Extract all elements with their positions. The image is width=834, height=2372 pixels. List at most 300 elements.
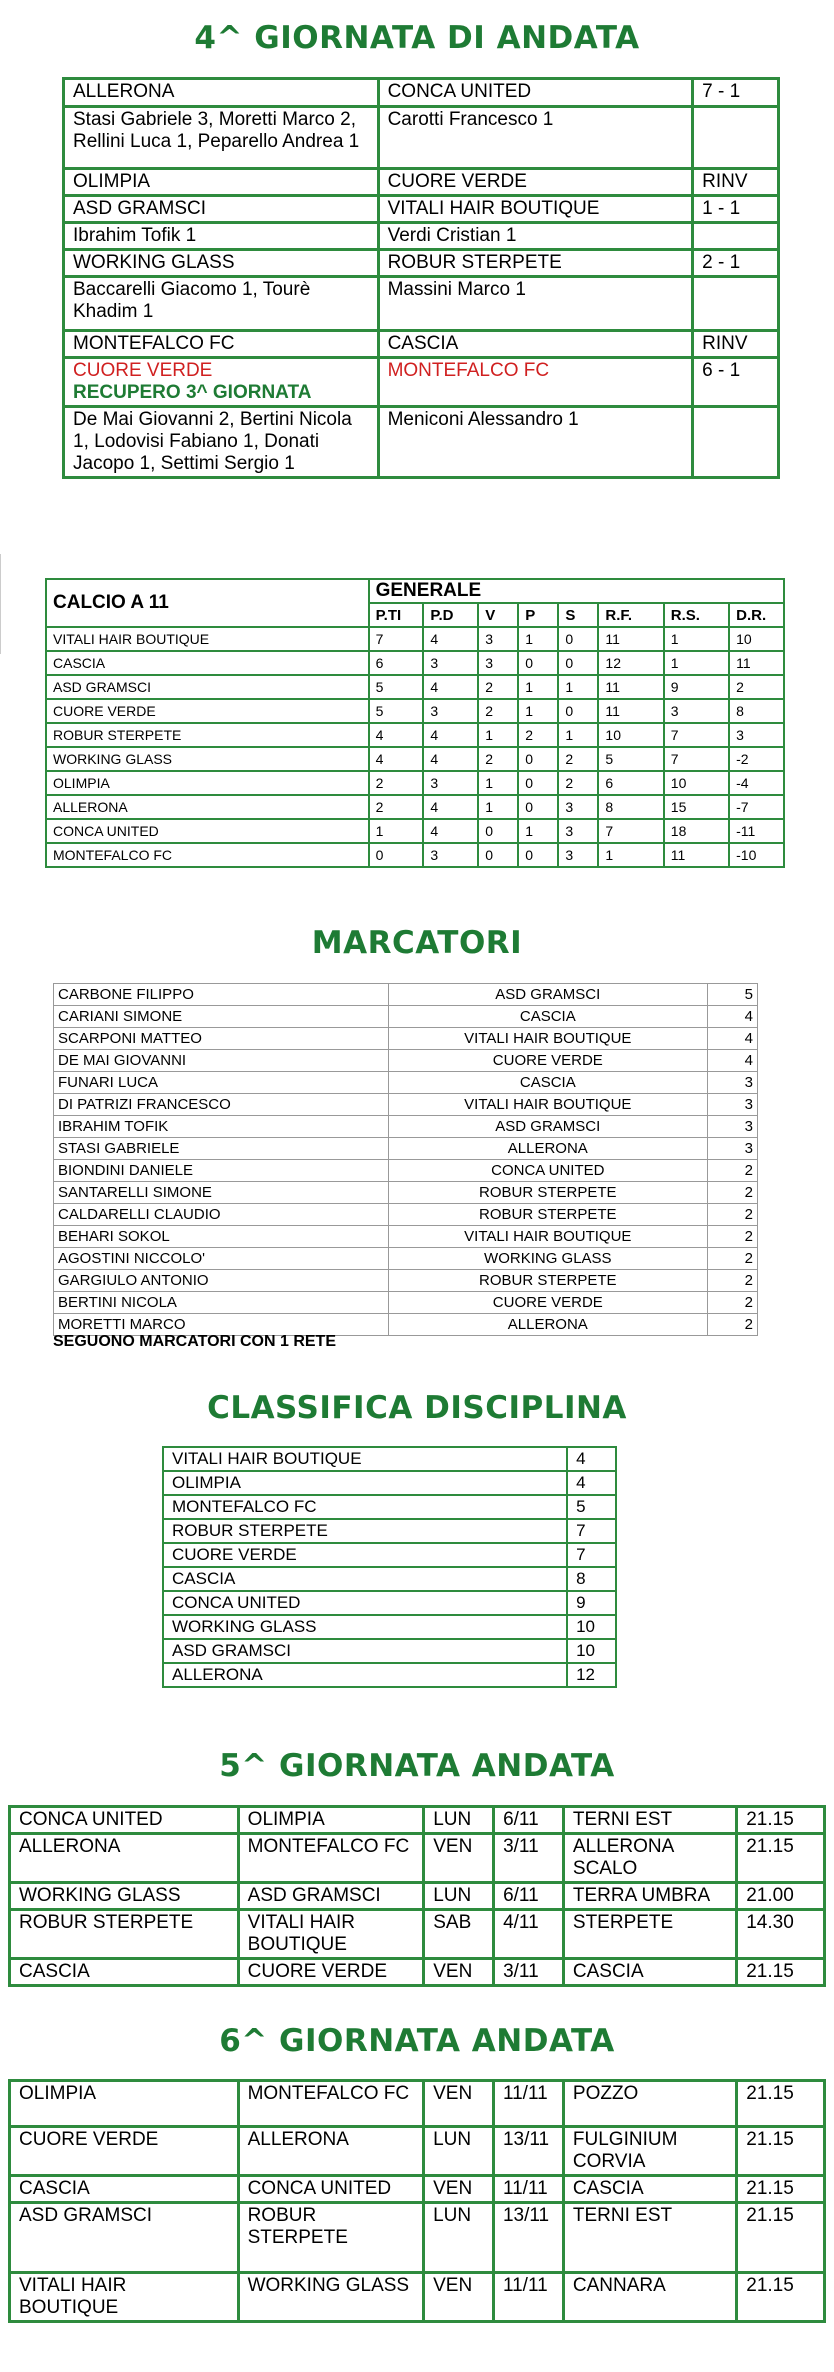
discipline-row — [163, 1567, 616, 1591]
discipline-team: MONTEFALCO FC — [163, 1495, 567, 1519]
scorer-name: DE MAI GIOVANNI — [54, 1050, 389, 1072]
standings-value: 2 — [729, 675, 784, 699]
standings-col-header: V — [478, 603, 518, 627]
result-score — [693, 277, 779, 331]
discipline-team: OLIMPIA — [163, 1471, 567, 1495]
scorer-team: CONCA UNITED — [388, 1160, 708, 1182]
result-away: MONTEFALCO FC — [378, 358, 693, 407]
standings-team: VITALI HAIR BOUTIQUE — [46, 627, 369, 651]
result-home: Baccarelli Giacomo 1, Tourè Khadim 1 — [64, 277, 379, 331]
fixture-row — [10, 2176, 825, 2203]
standings-col-header: R.F. — [598, 603, 663, 627]
result-home — [64, 358, 379, 407]
standings-value: 15 — [664, 795, 729, 819]
scorer-goals: 4 — [708, 1050, 758, 1072]
discipline-points: 8 — [567, 1567, 616, 1591]
standings-value: 0 — [558, 627, 598, 651]
result-score: 1 - 1 — [693, 196, 779, 223]
discipline-row — [163, 1591, 616, 1615]
fixture-venue: POZZO — [563, 2081, 736, 2127]
result-away: CUORE VERDE — [378, 169, 693, 196]
standings-value: 0 — [558, 651, 598, 675]
standings-value: 5 — [369, 699, 424, 723]
disciplina-title: CLASSIFICA DISCIPLINA — [207, 1390, 627, 1426]
standings-col-header: S — [558, 603, 598, 627]
fixture-venue: TERNI EST — [563, 2203, 736, 2273]
standings-value: 5 — [598, 747, 663, 771]
standings-row — [46, 843, 784, 867]
result-away: Meniconi Alessandro 1 — [378, 407, 693, 478]
discipline-points: 12 — [567, 1663, 616, 1687]
standings-value: 4 — [423, 675, 478, 699]
standings-team: ALLERONA — [46, 795, 369, 819]
scorers-note: SEGUONO MARCATORI CON 1 RETE — [53, 1333, 336, 1350]
fixture-home: CASCIA — [10, 1959, 239, 1986]
fixture-away: ALLERONA — [238, 2127, 424, 2176]
scorer-name: FUNARI LUCA — [54, 1072, 389, 1094]
fixture-day: LUN — [424, 2127, 494, 2176]
result-away: Verdi Cristian 1 — [378, 223, 693, 250]
standings-value: 1 — [369, 819, 424, 843]
scorer-row — [54, 1204, 758, 1226]
fixture-row — [10, 1834, 825, 1883]
scorer-row — [54, 1028, 758, 1050]
standings-value: 2 — [478, 675, 518, 699]
standings-team: CASCIA — [46, 651, 369, 675]
fixture-day: LUN — [424, 1883, 494, 1910]
standings-value: 10 — [664, 771, 729, 795]
standings-value: 3 — [478, 651, 518, 675]
result-row — [64, 79, 779, 107]
fixture-away: ROBUR STERPETE — [238, 2203, 424, 2273]
fixture-away: MONTEFALCO FC — [238, 2081, 424, 2127]
fixture-home: OLIMPIA — [10, 2081, 239, 2127]
standings-value: 6 — [598, 771, 663, 795]
fixture-date: 13/11 — [493, 2127, 563, 2176]
result-home: ASD GRAMSCI — [64, 196, 379, 223]
fixture-date: 11/11 — [493, 2176, 563, 2203]
result-row — [64, 358, 779, 407]
standings-team: WORKING GLASS — [46, 747, 369, 771]
fixture-row — [10, 1910, 825, 1959]
scorer-goals: 2 — [708, 1204, 758, 1226]
standings-col-header: R.S. — [664, 603, 729, 627]
result-home-team: CUORE VERDE — [73, 360, 213, 381]
standings-value: 2 — [478, 699, 518, 723]
standings-value: 0 — [558, 699, 598, 723]
scorer-team: VITALI HAIR BOUTIQUE — [388, 1094, 708, 1116]
standings-value: 1 — [558, 675, 598, 699]
fixture-date: 3/11 — [494, 1959, 564, 1986]
scorer-name: BIONDINI DANIELE — [54, 1160, 389, 1182]
fixture-away: CONCA UNITED — [238, 2176, 424, 2203]
scorer-goals: 2 — [708, 1248, 758, 1270]
result-away: CONCA UNITED — [378, 79, 693, 107]
standings-value: 1 — [518, 627, 558, 651]
fixture-day: VEN — [424, 2176, 494, 2203]
fixture-venue: CASCIA — [563, 2176, 736, 2203]
standings-team: ROBUR STERPETE — [46, 723, 369, 747]
fixture-day: VEN — [424, 2273, 494, 2322]
fixture-day: VEN — [424, 2081, 494, 2127]
fixture-time: 21.15 — [737, 2081, 825, 2127]
scorer-team: ALLERONA — [388, 1138, 708, 1160]
standings-value: 1 — [518, 819, 558, 843]
fixture-day: VEN — [424, 1834, 494, 1883]
scorer-goals: 3 — [708, 1094, 758, 1116]
fixture-away: ASD GRAMSCI — [238, 1883, 424, 1910]
discipline-row — [163, 1639, 616, 1663]
standings-value: 0 — [478, 843, 518, 867]
fixture-home: ASD GRAMSCI — [10, 2203, 239, 2273]
standings-value: 7 — [369, 627, 424, 651]
scorer-team: ALLERONA — [388, 1314, 708, 1336]
result-home: Ibrahim Tofik 1 — [64, 223, 379, 250]
scorer-name: SCARPONI MATTEO — [54, 1028, 389, 1050]
result-home: MONTEFALCO FC — [64, 331, 379, 358]
standings-value: 5 — [369, 675, 424, 699]
g6-table — [8, 2079, 826, 2323]
scorer-row — [54, 1248, 758, 1270]
standings-value: 7 — [664, 747, 729, 771]
scorer-goals: 3 — [708, 1116, 758, 1138]
result-note: RECUPERO 3^ GIORNATA — [73, 382, 312, 403]
scorer-goals: 2 — [708, 1182, 758, 1204]
g6-title: 6^ GIORNATA ANDATA — [219, 2023, 615, 2059]
fixture-home: CUORE VERDE — [10, 2127, 239, 2176]
standings-row — [46, 771, 784, 795]
scorer-goals: 5 — [708, 984, 758, 1006]
standings-value: 8 — [729, 699, 784, 723]
standings-value: 12 — [598, 651, 663, 675]
scorer-team: CUORE VERDE — [388, 1050, 708, 1072]
standings-value: 3 — [423, 699, 478, 723]
scorer-team: CASCIA — [388, 1006, 708, 1028]
fixture-away: VITALI HAIR BOUTIQUE — [238, 1910, 424, 1959]
scorer-row — [54, 984, 758, 1006]
standings-row — [46, 819, 784, 843]
scorer-row — [54, 1138, 758, 1160]
result-score — [693, 107, 779, 169]
fixture-home: ALLERONA — [10, 1834, 239, 1883]
result-row — [64, 107, 779, 169]
fixture-venue: FULGINIUM CORVIA — [563, 2127, 736, 2176]
fixture-time: 14.30 — [737, 1910, 825, 1959]
discipline-row — [163, 1519, 616, 1543]
standings-value: 4 — [369, 723, 424, 747]
standings-value: 0 — [518, 651, 558, 675]
scorer-team: ASD GRAMSCI — [388, 984, 708, 1006]
standings-value: 2 — [518, 723, 558, 747]
standings-value: 1 — [478, 723, 518, 747]
fixture-row — [10, 2203, 825, 2273]
discipline-team: ASD GRAMSCI — [163, 1639, 567, 1663]
discipline-row — [163, 1447, 616, 1471]
fixture-row — [10, 2273, 825, 2322]
standings-value: 1 — [478, 795, 518, 819]
discipline-points: 10 — [567, 1639, 616, 1663]
standings-value: 0 — [478, 819, 518, 843]
fixture-home: CASCIA — [10, 2176, 239, 2203]
standings-value: 2 — [369, 771, 424, 795]
result-home: De Mai Giovanni 2, Bertini Nicola 1, Lodovisi Fabiano 1, Donati Jacopo 1, Settimi Sergio 1 — [64, 407, 379, 478]
scorer-goals: 2 — [708, 1160, 758, 1182]
fixture-venue: TERRA UMBRA — [563, 1883, 736, 1910]
discipline-row — [163, 1615, 616, 1639]
result-score: 7 - 1 — [693, 79, 779, 107]
fixture-away: WORKING GLASS — [238, 2273, 424, 2322]
result-score: RINV — [693, 169, 779, 196]
discipline-points: 5 — [567, 1495, 616, 1519]
result-score: RINV — [693, 331, 779, 358]
standings-team: OLIMPIA — [46, 771, 369, 795]
result-home: OLIMPIA — [64, 169, 379, 196]
scorer-name: GARGIULO ANTONIO — [54, 1270, 389, 1292]
standings-value: 10 — [598, 723, 663, 747]
fixture-time: 21.15 — [737, 2127, 825, 2176]
standings-value: 2 — [558, 771, 598, 795]
scorer-team: ROBUR STERPETE — [388, 1204, 708, 1226]
fixture-home: CONCA UNITED — [10, 1807, 239, 1834]
fixture-away: MONTEFALCO FC — [238, 1834, 424, 1883]
result-home: WORKING GLASS — [64, 250, 379, 277]
result-score — [693, 407, 779, 478]
standings-value: 7 — [598, 819, 663, 843]
standings-value: 3 — [558, 795, 598, 819]
result-score: 2 - 1 — [693, 250, 779, 277]
standings-value: 4 — [423, 723, 478, 747]
result-home: ALLERONA — [64, 79, 379, 107]
standings-value: 2 — [369, 795, 424, 819]
result-row — [64, 250, 779, 277]
scorer-row — [54, 1182, 758, 1204]
scorer-team: ROBUR STERPETE — [388, 1270, 708, 1292]
scorer-goals: 3 — [708, 1138, 758, 1160]
result-away: ROBUR STERPETE — [378, 250, 693, 277]
standings-value: 0 — [518, 795, 558, 819]
fixture-date: 11/11 — [493, 2273, 563, 2322]
fixture-row — [10, 1807, 825, 1834]
scorer-team: CUORE VERDE — [388, 1292, 708, 1314]
fixture-day: LUN — [424, 2203, 494, 2273]
discipline-points: 10 — [567, 1615, 616, 1639]
standings-table — [45, 578, 785, 868]
fixture-home: WORKING GLASS — [10, 1883, 239, 1910]
standings-value: 18 — [664, 819, 729, 843]
result-row — [64, 331, 779, 358]
scorer-goals: 2 — [708, 1226, 758, 1248]
fixture-venue: CANNARA — [563, 2273, 736, 2322]
fixture-time: 21.15 — [737, 2273, 825, 2322]
fixture-row — [10, 1883, 825, 1910]
standings-value: 1 — [518, 699, 558, 723]
fixture-row — [10, 2081, 825, 2127]
discipline-team: CASCIA — [163, 1567, 567, 1591]
fixture-date: 6/11 — [494, 1807, 564, 1834]
fixture-time: 21.00 — [737, 1883, 825, 1910]
fixture-venue: ALLERONA SCALO — [563, 1834, 736, 1883]
scorer-team: VITALI HAIR BOUTIQUE — [388, 1028, 708, 1050]
result-row — [64, 196, 779, 223]
discipline-team: CUORE VERDE — [163, 1543, 567, 1567]
discipline-points: 4 — [567, 1471, 616, 1495]
scorer-name: STASI GABRIELE — [54, 1138, 389, 1160]
fixture-date: 4/11 — [494, 1910, 564, 1959]
discipline-team: ROBUR STERPETE — [163, 1519, 567, 1543]
standings-row — [46, 795, 784, 819]
scorer-name: DI PATRIZI FRANCESCO — [54, 1094, 389, 1116]
fixture-date: 3/11 — [494, 1834, 564, 1883]
standings-col-header: P.TI — [369, 603, 424, 627]
standings-team: ASD GRAMSCI — [46, 675, 369, 699]
marcatori-title: MARCATORI — [311, 925, 523, 961]
standings-value: 9 — [664, 675, 729, 699]
scorer-name: BEHARI SOKOL — [54, 1226, 389, 1248]
scorer-goals: 3 — [708, 1072, 758, 1094]
fixture-day: SAB — [424, 1910, 494, 1959]
g5-title: 5^ GIORNATA ANDATA — [219, 1748, 615, 1784]
standings-value: 3 — [423, 843, 478, 867]
standings-value: 2 — [558, 747, 598, 771]
g4-title: 4^ GIORNATA DI ANDATA — [194, 20, 640, 56]
standings-value: 2 — [478, 747, 518, 771]
scorer-team: WORKING GLASS — [388, 1248, 708, 1270]
fixture-home: VITALI HAIR BOUTIQUE — [10, 2273, 239, 2322]
discipline-points: 7 — [567, 1519, 616, 1543]
standings-value: 1 — [664, 627, 729, 651]
fixture-day: LUN — [424, 1807, 494, 1834]
standings-value: 3 — [729, 723, 784, 747]
standings-col-header: D.R. — [729, 603, 784, 627]
scorer-goals: 4 — [708, 1006, 758, 1028]
standings-value: 4 — [369, 747, 424, 771]
result-score: 6 - 1 — [693, 358, 779, 407]
standings-value: -10 — [729, 843, 784, 867]
standings-value: 1 — [518, 675, 558, 699]
fixture-date: 6/11 — [494, 1883, 564, 1910]
discipline-table — [162, 1446, 617, 1688]
discipline-row — [163, 1663, 616, 1687]
standings-team: MONTEFALCO FC — [46, 843, 369, 867]
result-row — [64, 277, 779, 331]
standings-value: 3 — [478, 627, 518, 651]
standings-value: 6 — [369, 651, 424, 675]
standings-label: CALCIO A 11 — [46, 579, 369, 627]
discipline-team: ALLERONA — [163, 1663, 567, 1687]
fixture-time: 21.15 — [737, 1959, 825, 1986]
standings-value: 4 — [423, 819, 478, 843]
standings-row — [46, 627, 784, 651]
standings-value: 11 — [598, 699, 663, 723]
scorer-row — [54, 1094, 758, 1116]
scorer-goals: 2 — [708, 1292, 758, 1314]
standings-row — [46, 675, 784, 699]
scorer-row — [54, 1160, 758, 1182]
scorer-row — [54, 1050, 758, 1072]
standings-value: 3 — [423, 771, 478, 795]
standings-value: 1 — [664, 651, 729, 675]
standings-value: 4 — [423, 627, 478, 651]
scorer-name: IBRAHIM TOFIK — [54, 1116, 389, 1138]
result-away: VITALI HAIR BOUTIQUE — [378, 196, 693, 223]
scorer-goals: 4 — [708, 1028, 758, 1050]
scorers-table — [53, 983, 758, 1336]
result-home: Stasi Gabriele 3, Moretti Marco 2, Rellini Luca 1, Peparello Andrea 1 — [64, 107, 379, 169]
standings-value: 1 — [558, 723, 598, 747]
fixture-venue: CASCIA — [563, 1959, 736, 1986]
standings-value: 4 — [423, 747, 478, 771]
result-away: Massini Marco 1 — [378, 277, 693, 331]
result-row — [64, 223, 779, 250]
standings-group: GENERALE — [369, 579, 784, 603]
scorer-name: SANTARELLI SIMONE — [54, 1182, 389, 1204]
scorer-name: CARIANI SIMONE — [54, 1006, 389, 1028]
standings-value: 3 — [423, 651, 478, 675]
fixture-row — [10, 2127, 825, 2176]
standings-value: 0 — [518, 771, 558, 795]
standings-value: 1 — [598, 843, 663, 867]
scorer-name: BERTINI NICOLA — [54, 1292, 389, 1314]
standings-col-header: P — [518, 603, 558, 627]
fixture-time: 21.15 — [737, 1834, 825, 1883]
result-row — [64, 169, 779, 196]
standings-value: -4 — [729, 771, 784, 795]
standings-row — [46, 723, 784, 747]
scorer-row — [54, 1072, 758, 1094]
fixture-away: CUORE VERDE — [238, 1959, 424, 1986]
standings-value: 4 — [423, 795, 478, 819]
scorer-goals: 2 — [708, 1314, 758, 1336]
fixture-home: ROBUR STERPETE — [10, 1910, 239, 1959]
standings-value: 11 — [598, 675, 663, 699]
discipline-team: VITALI HAIR BOUTIQUE — [163, 1447, 567, 1471]
fixture-time: 21.15 — [737, 2176, 825, 2203]
fixture-venue: TERNI EST — [563, 1807, 736, 1834]
standings-team: CUORE VERDE — [46, 699, 369, 723]
standings-value: 10 — [729, 627, 784, 651]
standings-row — [46, 651, 784, 675]
fixture-date: 13/11 — [493, 2203, 563, 2273]
g5-table — [8, 1805, 826, 1987]
standings-value: 11 — [598, 627, 663, 651]
scorer-row — [54, 1006, 758, 1028]
fixture-day: VEN — [424, 1959, 494, 1986]
standings-value: 8 — [598, 795, 663, 819]
scorer-name: MORETTI MARCO — [54, 1314, 389, 1336]
fixture-date: 11/11 — [493, 2081, 563, 2127]
discipline-points: 4 — [567, 1447, 616, 1471]
standings-value: 3 — [664, 699, 729, 723]
result-away: Carotti Francesco 1 — [378, 107, 693, 169]
standings-value: -11 — [729, 819, 784, 843]
scorer-team: CASCIA — [388, 1072, 708, 1094]
fixture-row — [10, 1959, 825, 1986]
standings-value: 0 — [518, 843, 558, 867]
discipline-points: 9 — [567, 1591, 616, 1615]
standings-value: 1 — [478, 771, 518, 795]
discipline-team: CONCA UNITED — [163, 1591, 567, 1615]
standings-col-header: P.D — [423, 603, 478, 627]
standings-value: -2 — [729, 747, 784, 771]
result-away: CASCIA — [378, 331, 693, 358]
standings-value: 3 — [558, 843, 598, 867]
standings-value: 11 — [729, 651, 784, 675]
standings-row — [46, 747, 784, 771]
standings-team: CONCA UNITED — [46, 819, 369, 843]
scorer-goals: 2 — [708, 1270, 758, 1292]
standings-value: 11 — [664, 843, 729, 867]
scorer-row — [54, 1292, 758, 1314]
